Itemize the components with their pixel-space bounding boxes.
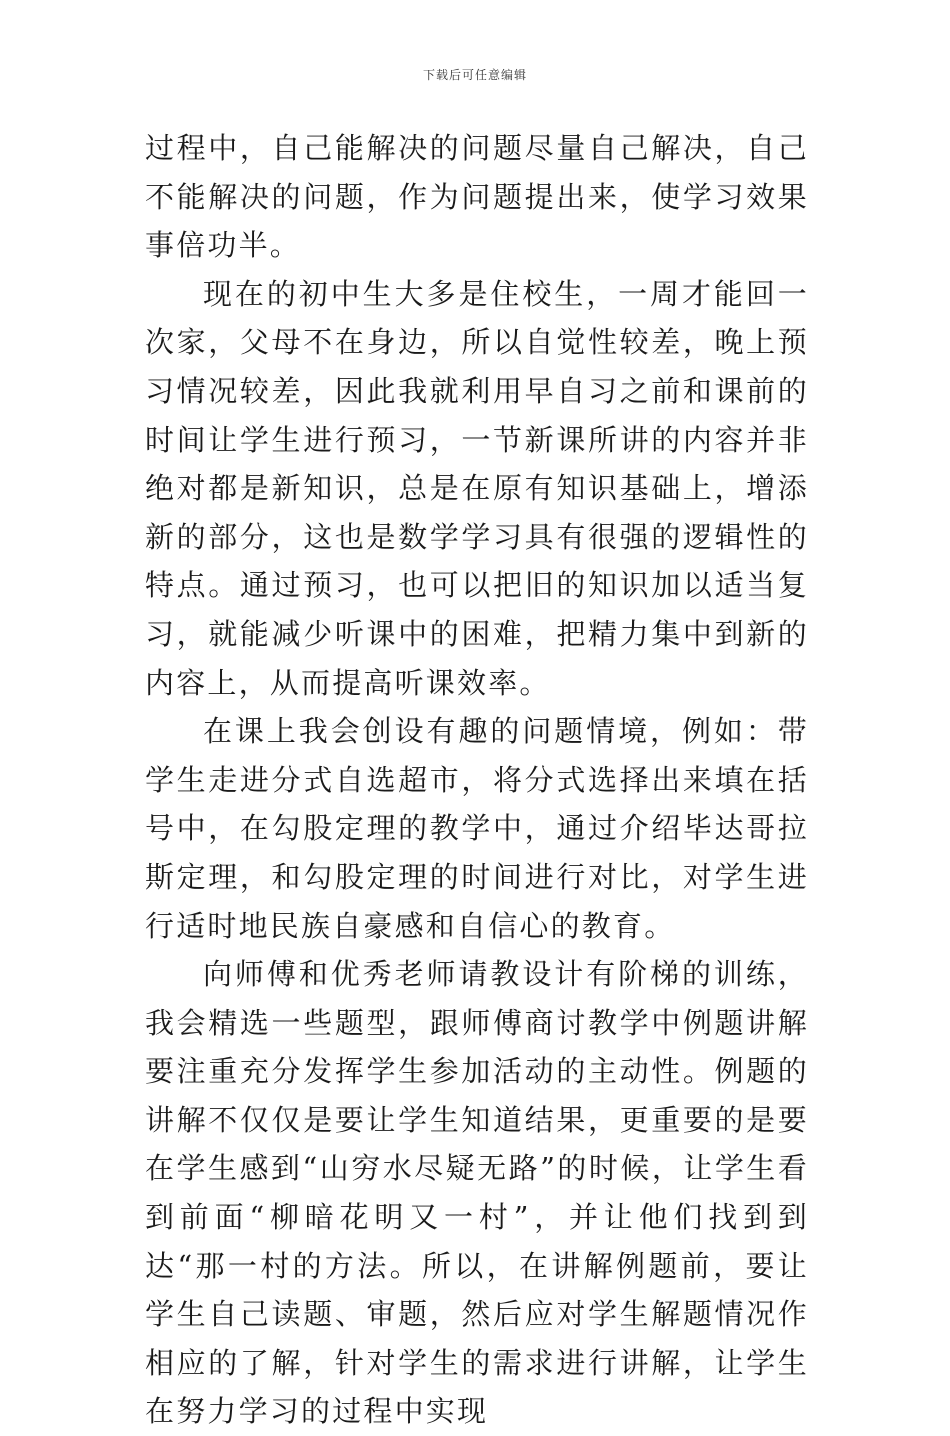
paragraph-2: 现在的初中生大多是住校生，一周才能回一次家，父母不在身边，所以自觉性较差，晚上预习情况较差，因此我就利用早自习之前和课前的时间让学生进行预习，一节新课所讲的内容并非绝对都是新知识，总是在原有知识基础上，增添新的部分，这也是数学学习具有很强的逻辑性的特点。通过预习，也可以把旧的知识加以适当复习，就能减少听课中的困难，把精力集中到新的内容上，从而提高听课效率。 xyxy=(145,276,809,700)
page-header-note: 下载后可任意编辑 xyxy=(422,68,527,82)
paragraph-3: 在课上我会创设有趣的问题情境，例如：带学生走进分式自选超市，将分式选择出来填在括号中，在勾股定理的教学中，通过介绍毕达哥拉斯定理，和勾股定理的时间进行对比，对学生进行适时地民族自豪感和自信心的教育。 xyxy=(145,714,809,943)
paragraph-4: 向师傅和优秀老师请教设计有阶梯的训练，我会精选一些题型，跟师傅商讨教学中例题讲解要注重充分发挥学生参加活动的主动性。例题的讲解不仅仅是要让学生知道结果，更重要的是要在学生感到“山穷水尽疑无路”的时候，让学生看到前面“柳暗花明又一村”，并让他们找到到达“那一村的方法。所以，在讲解例题前，要让学生自己读题、审题，然后应对学生解题情况作相应的了解，针对学生的需求进行讲解，让学生在努力学习的过程中实现 xyxy=(145,957,809,1429)
document-body xyxy=(145,124,809,1436)
paragraph-1: 过程中，自己能解决的问题尽量自己解决，自己不能解决的问题，作为问题提出来，使学习效果事倍功半。 xyxy=(145,131,809,263)
